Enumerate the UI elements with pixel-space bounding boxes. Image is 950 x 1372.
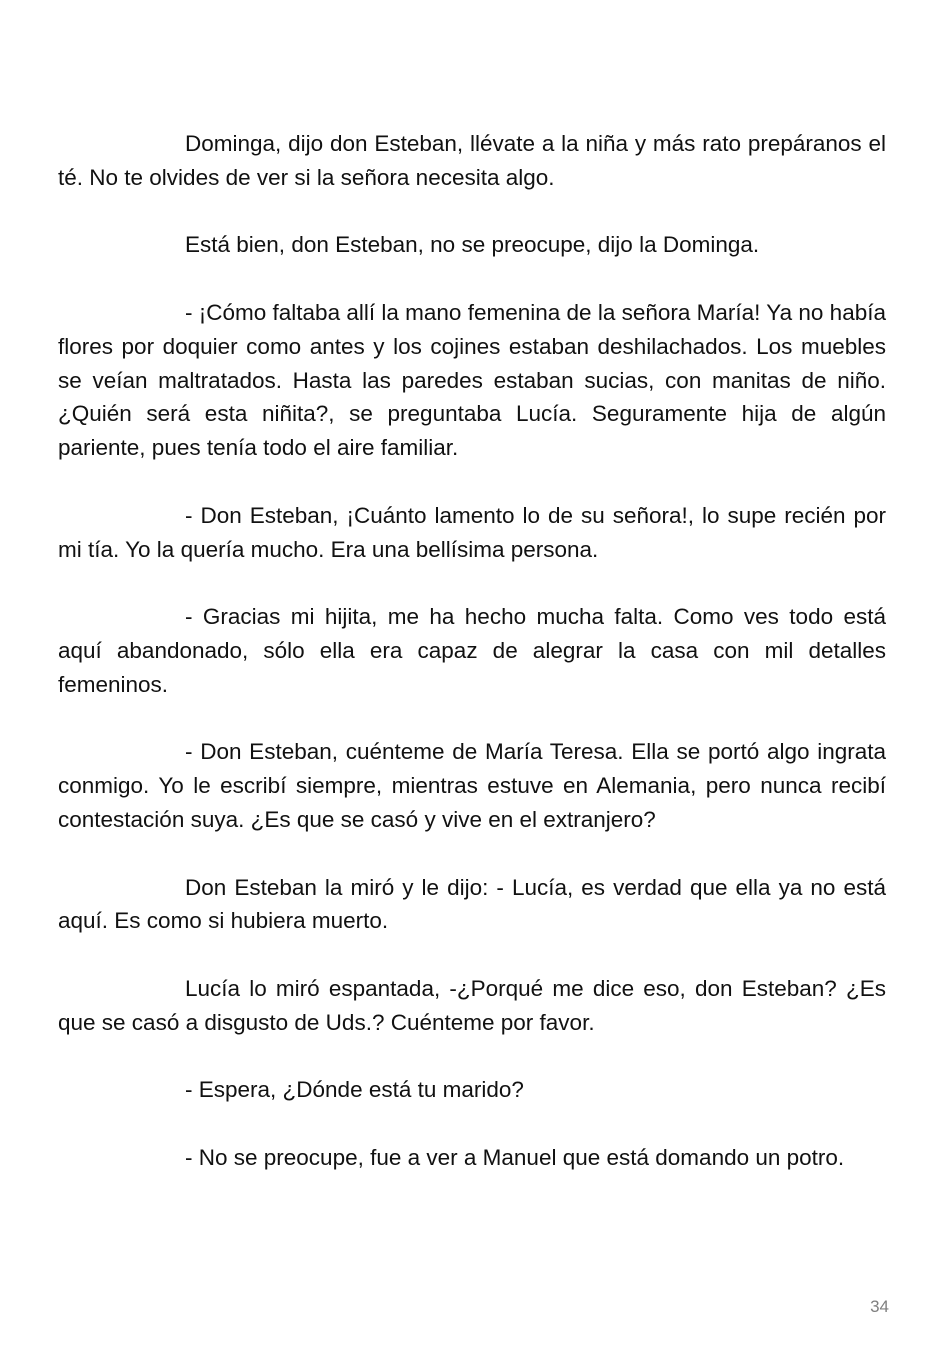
paragraph: - Espera, ¿Dónde está tu marido? xyxy=(185,1077,524,1103)
paragraph: - ¡Cómo faltaba allí la mano femenina de la señora María! Ya no había flores por doquier como antes y los cojines estaban deshilachados. Los muebles se veían maltratados. Hasta las paredes estaban sucias, con manitas de niño. ¿Quién será esta niñita?, se preguntaba Lucía. Seguramente hija de algún pariente, pues tenía todo el aire familiar. xyxy=(58,299,886,461)
paragraph: - Don Esteban, ¡Cuánto lamento lo de su señora!, lo supe recién por mi tía. Yo la quería mucho. Era una bellísima persona. xyxy=(58,502,886,562)
paragraph: Dominga, dijo don Esteban, llévate a la niña y más rato prepáranos el té. No te olvides de ver si la señora necesita algo. xyxy=(58,131,886,190)
paragraph: Lucía lo miró espantada, -¿Porqué me dice eso, don Esteban? ¿Es que se casó a disgusto de Uds.? Cuénteme por favor. xyxy=(58,975,886,1035)
paragraph: Don Esteban la miró y le dijo: - Lucía, es verdad que ella ya no está aquí. Es como si hubiera muerto. xyxy=(58,874,886,934)
text-body xyxy=(58,127,886,1209)
paragraph: - Don Esteban, cuénteme de María Teresa. Ella se portó algo ingrata conmigo. Yo le escribí siempre, mientras estuve en Alemania, pero nunca recibí contestación suya. ¿Es que se casó y vive en el extranjero? xyxy=(58,739,886,832)
page-number: 34 xyxy=(870,1297,889,1316)
paragraph: Está bien, don Esteban, no se preocupe, dijo la Dominga. xyxy=(185,232,760,258)
paragraph: - Gracias mi hijita, me ha hecho mucha falta. Como ves todo está aquí abandonado, sólo ella era capaz de alegrar la casa con mil detalles femeninos. xyxy=(58,604,886,697)
paragraph: - No se preocupe, fue a ver a Manuel que está domando un potro. xyxy=(185,1144,845,1170)
